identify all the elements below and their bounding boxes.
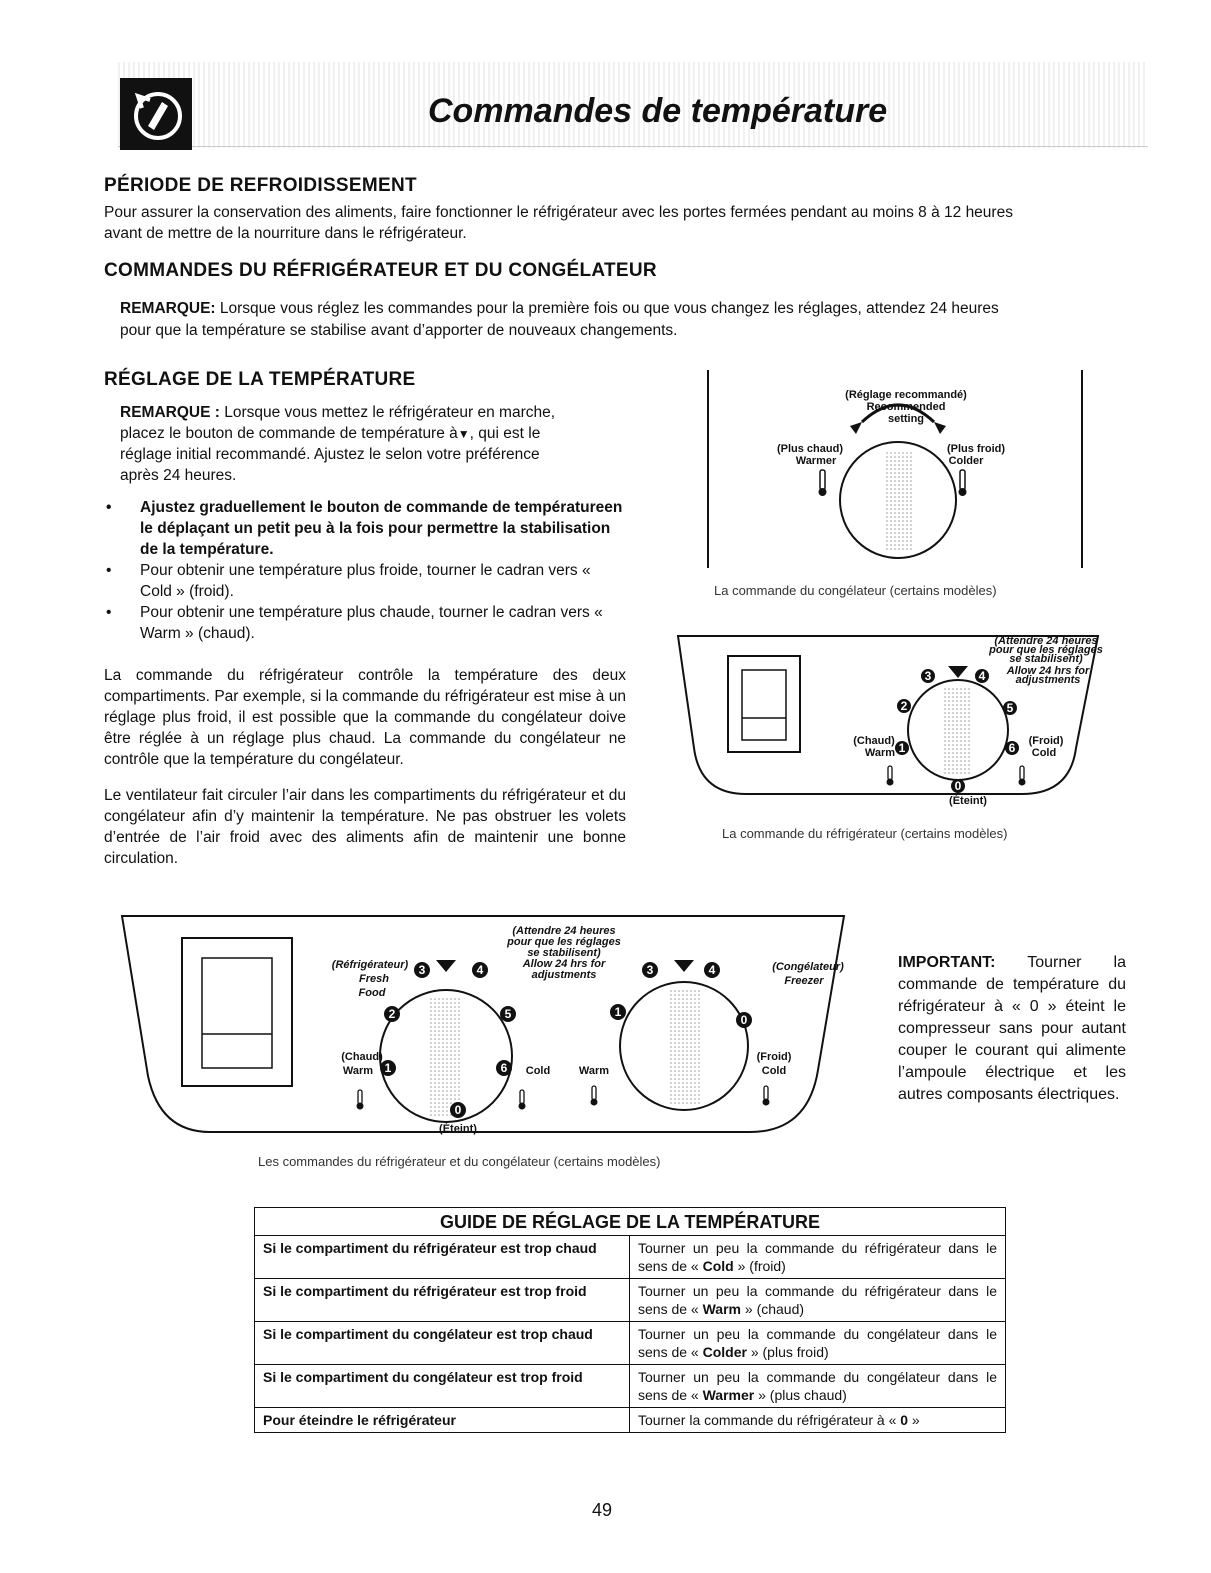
bullet-gradual: • Ajustez graduellement le bouton de commande de températureen le déplaçant un petit peu à la fois pour permettre la stabilisation de la température. bbox=[104, 497, 626, 560]
dial-num-5: 5 bbox=[1006, 701, 1014, 715]
table-row bbox=[255, 1279, 1006, 1322]
dial-num-6: 6 bbox=[1008, 741, 1016, 755]
label-wait-fr3: se stabilisent) bbox=[1009, 653, 1083, 665]
section-heading-controls: COMMANDES DU RÉFRIGÉRATEUR ET DU CONGÉLATEUR bbox=[104, 260, 657, 281]
caption-freezer-control: La commande du congélateur (certains modèles) bbox=[714, 583, 997, 598]
dial-num-0: 0 bbox=[954, 779, 962, 793]
paragraph-fridge-control: La commande du réfrigérateur contrôle la température des deux compartiments. Par exemple, si la commande du réfrigérateur est mise à un réglage plus froid, il est possible que la commande du congélateur doive être réglée à un réglage plus chaud. La commande du congélateur ne contrôle que la température du congélateur. bbox=[104, 667, 626, 768]
label-warm-en: Warm bbox=[342, 1065, 374, 1077]
label-warm-fr: (Chaud) bbox=[341, 1051, 383, 1063]
label-fridge-fr: (Réfrigérateur) bbox=[331, 959, 409, 971]
label-cold-en: Cold bbox=[525, 1065, 551, 1077]
setting-note-line3: réglage initial recommandé. Ajustez le selon votre préférence bbox=[120, 446, 540, 463]
dial-num-4: 4 bbox=[978, 669, 986, 683]
label-wait-fr2: pour que les réglages bbox=[507, 936, 621, 948]
label-off-fr: (Éteint) bbox=[439, 1123, 477, 1135]
bullet-colder: • Pour obtenir une température plus froide, tourner le cadran vers « Cold » (froid). bbox=[104, 560, 626, 602]
label-cold-en: Cold bbox=[1031, 747, 1057, 759]
cooling-text-line1: Pour assurer la conservation des aliments, faire fonctionner le réfrigérateur avec les portes fermées pendant au moins 8 à 12 heures bbox=[104, 204, 1013, 221]
label-freezer-fr: (Congélateur) bbox=[772, 961, 844, 973]
guide-title: GUIDE DE RÉGLAGE DE LA TEMPÉRATURE bbox=[255, 1208, 1006, 1236]
note-text: Lorsque vous réglez les commandes pour la première fois ou que vous changez les réglages, attendez 24 heures bbox=[215, 300, 999, 317]
section-heading-cooling: PÉRIODE DE REFROIDISSEMENT bbox=[104, 175, 417, 196]
label-wait-en2: adjustments bbox=[1015, 674, 1081, 686]
temperature-guide-table bbox=[254, 1207, 1006, 1433]
fridge-freezer-controls-figure bbox=[118, 910, 858, 1142]
setting-note-label: REMARQUE : bbox=[120, 404, 220, 421]
fridge-dial-grip bbox=[944, 686, 972, 774]
caption-fridge-control: La commande du réfrigérateur (certains modèles) bbox=[722, 826, 1008, 841]
guide-condition: Si le compartiment du congélateur est trop froid bbox=[255, 1365, 630, 1408]
label-fridge-en2: Food bbox=[358, 987, 386, 999]
label-colder-fr: (Plus froid) bbox=[946, 443, 1006, 455]
guide-action: Tourner un peu la commande du congélateur dans le sens de « Colder » (plus froid) bbox=[630, 1322, 1006, 1365]
important-label: IMPORTANT: bbox=[898, 954, 996, 971]
label-cold-fr: (Froid) bbox=[756, 1051, 792, 1063]
freezer-num-0: 0 bbox=[740, 1013, 748, 1027]
setting-note-line4: après 24 heures. bbox=[120, 467, 237, 484]
guide-condition: Pour éteindre le réfrigérateur bbox=[255, 1408, 630, 1433]
caption-fridge-freezer-controls: Les commandes du réfrigérateur et du congélateur (certains modèles) bbox=[258, 1154, 661, 1169]
page-number: 49 bbox=[592, 1500, 613, 1520]
guide-action: Tourner la commande du réfrigérateur à « 0 » bbox=[630, 1408, 1006, 1433]
controls-note-line2: pour que la température se stabilise avant d’apporter de nouveaux changements. bbox=[120, 322, 678, 339]
fridge-dial-grip bbox=[430, 996, 462, 1116]
dial-num-2: 2 bbox=[900, 699, 908, 713]
label-colder-en: Colder bbox=[948, 455, 984, 467]
note-label: REMARQUE: bbox=[120, 300, 216, 317]
thermometer-icon-warm bbox=[819, 470, 827, 496]
fridge-num-5: 5 bbox=[504, 1007, 512, 1021]
fridge-num-3: 3 bbox=[418, 963, 426, 977]
label-recommended-en2: setting bbox=[887, 413, 925, 425]
label-wait-fr1: (Attendre 24 heures bbox=[512, 925, 616, 937]
section-heading-setting: RÉGLAGE DE LA TEMPÉRATURE bbox=[104, 369, 416, 390]
fridge-num-1: 1 bbox=[384, 1061, 392, 1075]
freezer-num-3: 3 bbox=[646, 963, 654, 977]
header-rule bbox=[118, 146, 1148, 147]
cooling-text-line2: avant de mettre de la nourriture dans le réfrigérateur. bbox=[104, 225, 467, 242]
label-warm-en: Warm bbox=[864, 747, 896, 759]
label-cold2-en: Cold bbox=[761, 1065, 787, 1077]
label-warmer-fr: (Plus chaud) bbox=[776, 443, 844, 455]
light-bulb-cover bbox=[202, 958, 272, 1068]
label-wait-en2: adjustments bbox=[531, 969, 597, 981]
label-wait-fr3: se stabilisent) bbox=[527, 947, 601, 959]
table-row bbox=[255, 1322, 1006, 1365]
freezer-control-figure bbox=[670, 360, 1110, 600]
label-wait-fr1: (Attendre 24 heures bbox=[994, 635, 1098, 647]
thermometer-icon-cold bbox=[959, 470, 967, 496]
setting-note-text2b: , qui est le bbox=[469, 425, 541, 442]
fridge-num-4: 4 bbox=[476, 963, 484, 977]
dial-knob-grip bbox=[884, 450, 912, 550]
fridge-num-0: 0 bbox=[454, 1103, 462, 1117]
guide-condition: Si le compartiment du réfrigérateur est trop chaud bbox=[255, 1236, 630, 1279]
label-warmer-en: Warmer bbox=[795, 455, 837, 467]
setting-note-text: Lorsque vous mettez le réfrigérateur en marche, bbox=[219, 404, 556, 421]
freezer-num-1: 1 bbox=[614, 1005, 622, 1019]
label-wait-en1: Allow 24 hrs for bbox=[1006, 665, 1090, 677]
setting-bullets bbox=[104, 497, 626, 644]
table-row bbox=[255, 1408, 1006, 1433]
label-cold-fr: (Froid) bbox=[1028, 735, 1064, 747]
down-triangle-icon: ▼ bbox=[457, 427, 470, 441]
label-recommended-fr: (Réglage recommandé) bbox=[845, 389, 967, 401]
freezer-dial-grip bbox=[668, 988, 700, 1106]
guide-action: Tourner un peu la commande du congélateur dans le sens de « Warmer » (plus chaud) bbox=[630, 1365, 1006, 1408]
important-text: Tourner la commande de température du réfrigérateur à « 0 » éteint le compresseur sans pour autant couper le courant qui alimente l’ampoule électrique et les autres composants électriques. bbox=[898, 954, 1126, 1103]
setting-note-text2: placez le bouton de commande de température à bbox=[120, 425, 458, 442]
guide-action: Tourner un peu la commande du réfrigérateur dans le sens de « Cold » (froid) bbox=[630, 1236, 1006, 1279]
label-warm2-en: Warm bbox=[578, 1065, 610, 1077]
page-title: Commandes de température bbox=[428, 92, 888, 130]
guide-action: Tourner un peu la commande du réfrigérateur dans le sens de « Warm » (chaud) bbox=[630, 1279, 1006, 1322]
label-wait-fr2: pour que les réglages bbox=[989, 644, 1103, 656]
important-note bbox=[898, 952, 1126, 1106]
label-recommended-en1: Recommended bbox=[866, 401, 946, 413]
dial-num-3: 3 bbox=[924, 669, 932, 683]
dial-num-1: 1 bbox=[898, 741, 906, 755]
controls-note-line1 bbox=[120, 298, 999, 319]
guide-condition: Si le compartiment du congélateur est trop chaud bbox=[255, 1322, 630, 1365]
thermostat-dial-icon bbox=[120, 78, 192, 150]
setting-note-line2 bbox=[120, 423, 540, 445]
light-bulb-cover bbox=[742, 670, 786, 740]
label-wait-en1: Allow 24 hrs for bbox=[522, 958, 606, 970]
label-fridge-en1: Fresh bbox=[359, 973, 389, 985]
fridge-num-6: 6 bbox=[500, 1061, 508, 1075]
paragraph-fan: Le ventilateur fait circuler l’air dans les compartiments du réfrigérateur et du congélateur afin d’y maintenir la température. Ne pas obstruer les volets d’entrée de l’air froid avec des aliments afin de maintenir une bonne circulation. bbox=[104, 787, 626, 867]
label-off-fr: (Éteint) bbox=[949, 795, 987, 807]
setting-note-line1 bbox=[120, 402, 555, 423]
table-row bbox=[255, 1365, 1006, 1408]
freezer-num-4: 4 bbox=[708, 963, 716, 977]
guide-condition: Si le compartiment du réfrigérateur est trop froid bbox=[255, 1279, 630, 1322]
table-row bbox=[255, 1236, 1006, 1279]
bullet-warmer: • Pour obtenir une température plus chaude, tourner le cadran vers « Warm » (chaud). bbox=[104, 602, 626, 644]
fridge-num-2: 2 bbox=[388, 1007, 396, 1021]
label-freezer-en: Freezer bbox=[784, 975, 824, 987]
label-warm-fr: (Chaud) bbox=[853, 735, 895, 747]
fridge-control-figure bbox=[676, 628, 1116, 808]
